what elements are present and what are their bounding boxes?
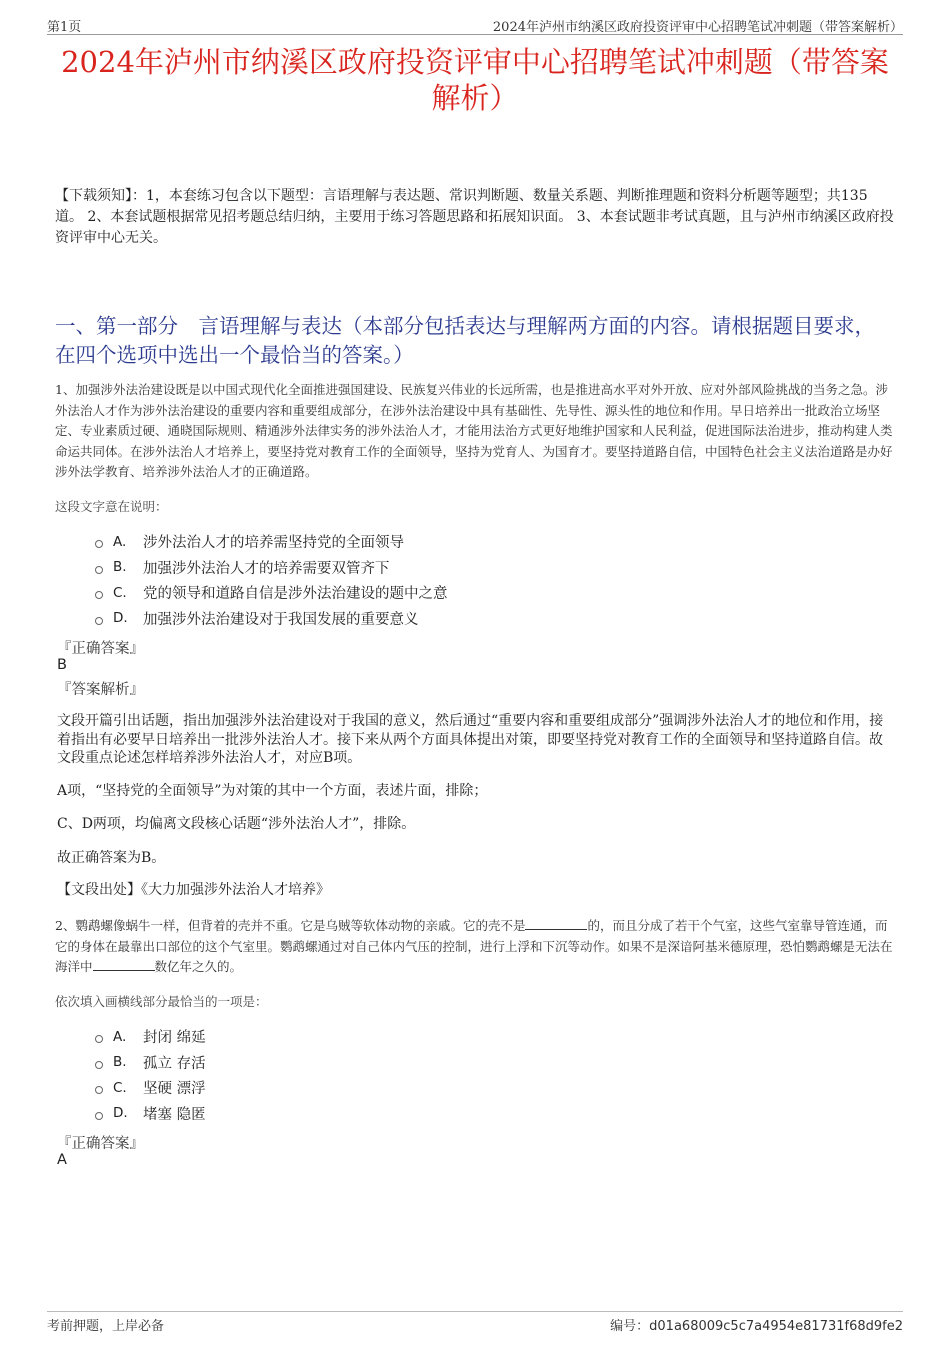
option-b[interactable]: B. 孤立 存活 bbox=[95, 1050, 206, 1076]
header-doc-title: 2024年泸州市纳溪区政府投资评审中心招聘笔试冲刺题（带答案解析） bbox=[492, 20, 903, 35]
question-2-prompt: 依次填入画横线部分最恰当的一项是： bbox=[55, 994, 268, 1009]
option-d[interactable]: D. 加强涉外法治建设对于我国发展的重要意义 bbox=[95, 606, 448, 632]
source-citation: 【文段出处】《大力加强涉外法治人才培养》 bbox=[57, 882, 330, 898]
document-title: 2024年泸州市纳溪区政府投资评审中心招聘笔试冲刺题（带答案解析） bbox=[61, 45, 889, 115]
section-heading: 一、第一部分 言语理解与表达（本部分包括表达与理解两方面的内容。请根据题目要求，在四个选项中选出一个最恰当的答案。） bbox=[55, 314, 875, 367]
correct-answer-label: 『正确答案』 bbox=[57, 1136, 144, 1152]
question-1-prompt: 这段文字意在说明： bbox=[55, 499, 168, 514]
analysis-label: 『答案解析』 bbox=[57, 682, 144, 698]
option-a[interactable]: A. 涉外法治人才的培养需坚持党的全面领导 bbox=[95, 529, 448, 555]
radio-icon[interactable] bbox=[95, 1112, 103, 1120]
footer-divider bbox=[47, 1311, 903, 1312]
option-c[interactable]: C. 坚硬 漂浮 bbox=[95, 1075, 206, 1101]
correct-answer: A bbox=[57, 1152, 67, 1168]
option-c[interactable]: C. 党的领导和道路自信是涉外法治建设的题中之意 bbox=[95, 580, 448, 606]
analysis-paragraph: 文段开篇引出话题，指出加强涉外法治建设对于我国的意义，然后通过“重要内容和重要组成部分”强调涉外法治人才的地位和作用，接着指出有必要早日培养出一批涉外法治人才。接下来从两个方面具体提出对策，即要坚持党对教育工作的全面领导和坚持道路自信。故文段重点论述怎样培养涉外法治人才，对应B项。 bbox=[57, 713, 884, 766]
analysis-paragraph: A项，“坚持党的全面领导”为对策的其中一个方面，表述片面，排除； bbox=[57, 783, 488, 799]
radio-icon[interactable] bbox=[95, 617, 103, 625]
radio-icon[interactable] bbox=[95, 591, 103, 599]
option-a[interactable]: A. 封闭 绵延 bbox=[95, 1024, 206, 1050]
correct-answer-label: 『正确答案』 bbox=[57, 641, 144, 657]
download-notice: 【下载须知】：1，本套练习包含以下题型：言语理解与表达题、常识判断题、数量关系题、判断推理题和资料分析题等题型；共135道。 2、本套试题根据常见招考题总结归纳，主要用于练习答题思路和拓展知识面。 3、本套试题非考试真题，且与泸州市纳溪区政府投资评审中心无关。 bbox=[55, 188, 894, 246]
analysis-paragraph: 故正确答案为B。 bbox=[57, 850, 166, 866]
option-d[interactable]: D. 堵塞 隐匿 bbox=[95, 1101, 206, 1127]
radio-icon[interactable] bbox=[95, 540, 103, 548]
radio-icon[interactable] bbox=[95, 1035, 103, 1043]
document-code: 编号：d01a68009c5c7a4954e81731f68d9fe2 bbox=[610, 1319, 903, 1334]
page-number: 第1页 bbox=[47, 20, 82, 35]
header-divider bbox=[47, 34, 903, 35]
correct-answer: B bbox=[57, 657, 67, 673]
footer-slogan: 考前押题，上岸必备 bbox=[47, 1319, 165, 1334]
question-2-options bbox=[95, 1024, 206, 1126]
question-1-stem: 1、加强涉外法治建设既是以中国式现代化全面推进强国建设、民族复兴伟业的长远所需，也是推进高水平对外开放、应对外部风险挑战的当务之急。涉外法治人才作为涉外法治建设的重要内容和重要组成部分，在涉外法治建设中具有基础性、先导性、源头性的地位和作用。早日培养出一批政治立场坚定、专业素质过硬、通晓国际规则、精通涉外法律实务的涉外法治人才，才能用法治方式更好地维护国家和人民利益，促进国际法治进步，推动构建人类命运共同体。在涉外法治人才培养上，要坚持党对教育工作的全面领导，坚持为党育人、为国育才。要坚持道路自信，中国特色社会主义法治道路是办好涉外法学教育、培养涉外法治人才的正确道路。 bbox=[55, 382, 893, 479]
radio-icon[interactable] bbox=[95, 566, 103, 574]
fill-blank bbox=[525, 917, 587, 930]
question-2-stem: 2、鹦鹉螺像蜗牛一样，但背着的壳并不重。它是乌贼等软体动物的亲戚。它的壳不是 的，而且分成了若干个气室，这些气室靠导管连通，而它的身体在最靠出口部位的这个气室里。鹦鹉螺通过对自己体内气压的控制，进行上浮和下沉等动作。如果不是深谙阿基米德原理，恐怕鹦鹉螺是无法在海洋中 数亿年之久的。 bbox=[55, 918, 893, 974]
radio-icon[interactable] bbox=[95, 1061, 103, 1069]
analysis-paragraph: C、D两项，均偏离文段核心话题“涉外法治人才”，排除。 bbox=[57, 816, 416, 832]
fill-blank bbox=[93, 958, 155, 971]
option-b[interactable]: B. 加强涉外法治人才的培养需要双管齐下 bbox=[95, 555, 448, 581]
radio-icon[interactable] bbox=[95, 1086, 103, 1094]
question-1-options bbox=[95, 529, 448, 631]
